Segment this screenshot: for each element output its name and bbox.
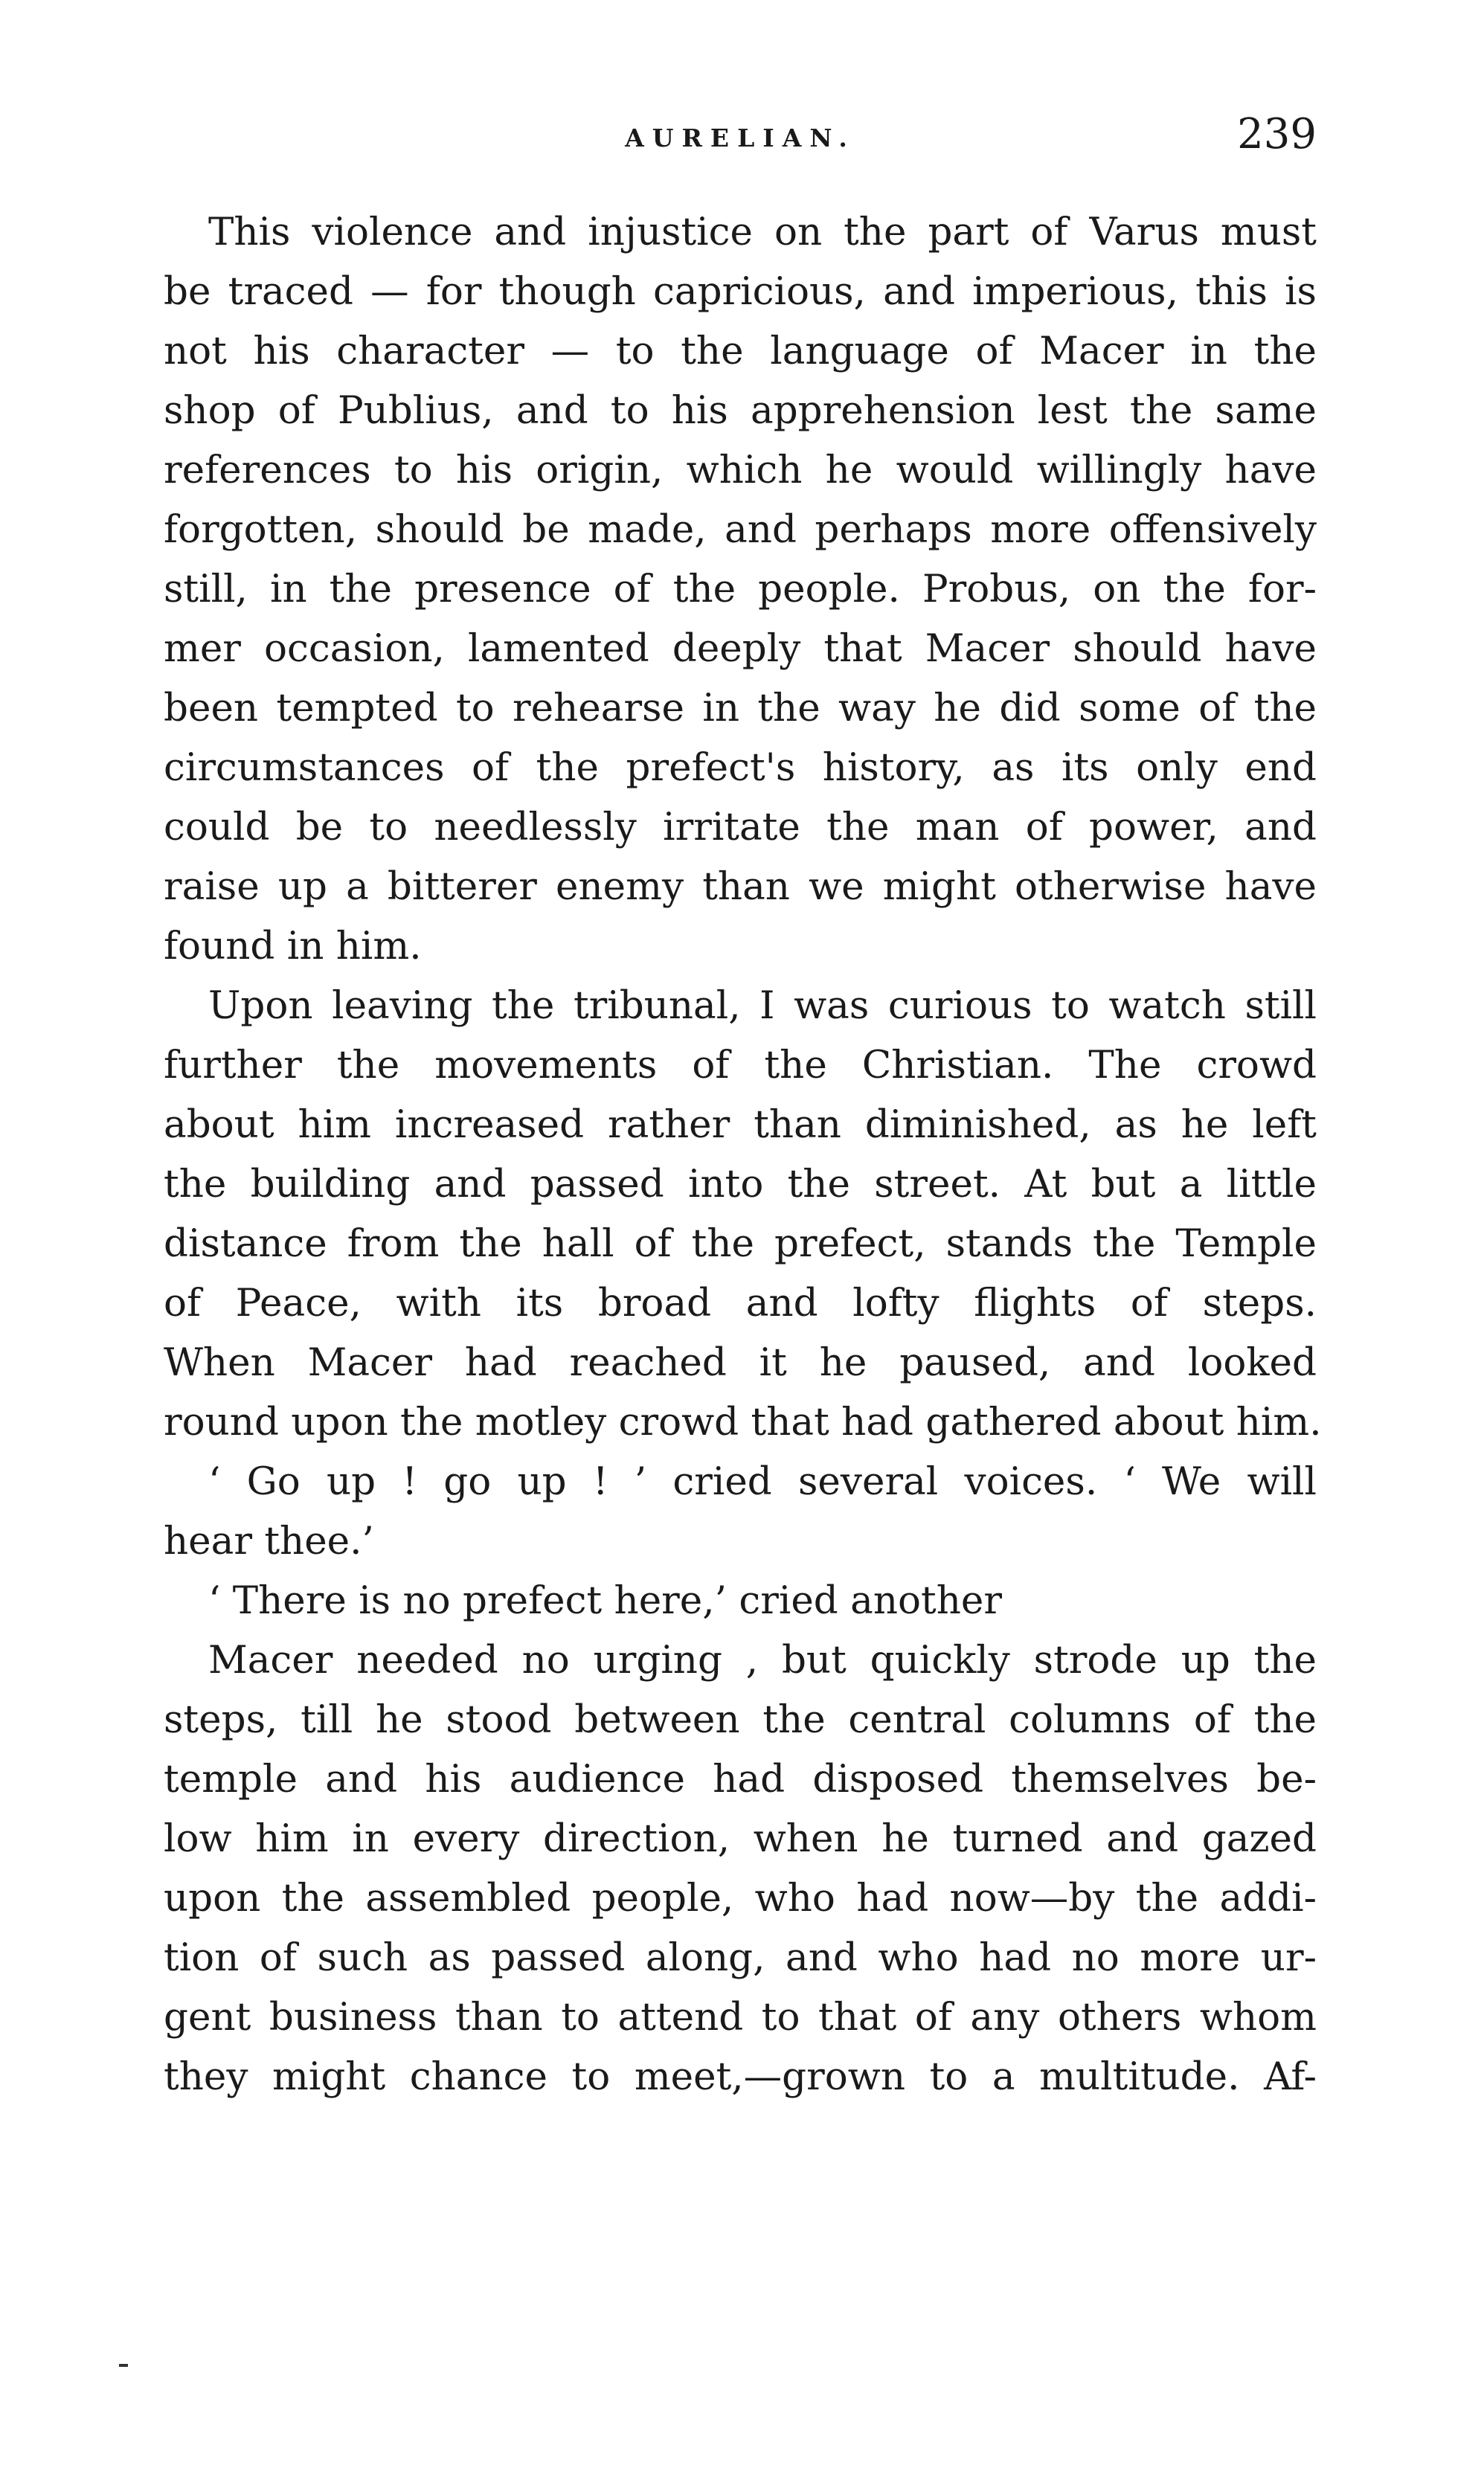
text-line: Macer needed no urging , but quickly strode up the xyxy=(208,1638,1317,1683)
stray-ink-mark xyxy=(119,2364,128,2367)
text-line: not his character — to the language of Macer in the xyxy=(164,329,1317,373)
text-line: round upon the motley crowd that had gathered about him. xyxy=(164,1400,1322,1445)
text-line: distance from the hall of the prefect, stands the Temple xyxy=(164,1221,1317,1266)
text-line: ‘ Go up ! go up ! ’ cried several voices. ‘ We will xyxy=(208,1459,1317,1504)
text-line: they might chance to meet,—grown to a multitude. Af- xyxy=(164,2054,1317,2099)
page-number: 239 xyxy=(1237,110,1317,158)
text-line: upon the assembled people, who had now—by the addi- xyxy=(164,1876,1317,1921)
running-title: AURELIAN. xyxy=(625,123,855,152)
text-line: tion of such as passed along, and who had no more ur- xyxy=(164,1935,1317,1980)
text-line: about him increased rather than diminished, as he left xyxy=(164,1102,1317,1147)
text-line: been tempted to rehearse in the way he did some of the xyxy=(164,686,1317,730)
text-line: forgotten, should be made, and perhaps more offensively xyxy=(164,507,1317,552)
text-line: still, in the presence of the people. Probus, on the for- xyxy=(164,567,1317,611)
text-line: temple and his audience had disposed themselves be- xyxy=(164,1757,1317,1802)
text-line: This violence and injustice on the part of Varus must xyxy=(208,210,1317,254)
text-line: gent business than to attend to that of any others whom xyxy=(164,1995,1317,2040)
text-line: hear thee.’ xyxy=(164,1519,374,1564)
text-line: circumstances of the prefect's history, as its only end xyxy=(164,745,1317,790)
text-line: Upon leaving the tribunal, I was curious to watch still xyxy=(208,983,1317,1028)
text-line: references to his origin, which he would willingly have xyxy=(164,448,1317,492)
text-line: When Macer had reached it he paused, and looked xyxy=(164,1340,1317,1385)
text-line: ‘ There is no prefect here,’ cried another xyxy=(208,1578,1002,1623)
text-line: found in him. xyxy=(164,924,422,968)
text-line: low him in every direction, when he turned and gazed xyxy=(164,1816,1317,1861)
text-line: mer occasion, lamented deeply that Macer should have xyxy=(164,626,1317,671)
text-line: raise up a bitterer enemy than we might otherwise have xyxy=(164,864,1317,909)
text-line: steps, till he stood between the central columns of the xyxy=(164,1697,1317,1742)
text-line: of Peace, with its broad and lofty flights of steps. xyxy=(164,1281,1317,1326)
text-line: could be to needlessly irritate the man of power, and xyxy=(164,805,1317,849)
text-line: the building and passed into the street. At but a little xyxy=(164,1162,1317,1206)
text-line: shop of Publius, and to his apprehension lest the same xyxy=(164,388,1317,433)
text-line: be traced — for though capricious, and imperious, this is xyxy=(164,269,1317,314)
running-header xyxy=(164,110,1317,170)
text-line: further the movements of the Christian. The crowd xyxy=(164,1043,1317,1087)
body-text xyxy=(164,202,1322,2107)
